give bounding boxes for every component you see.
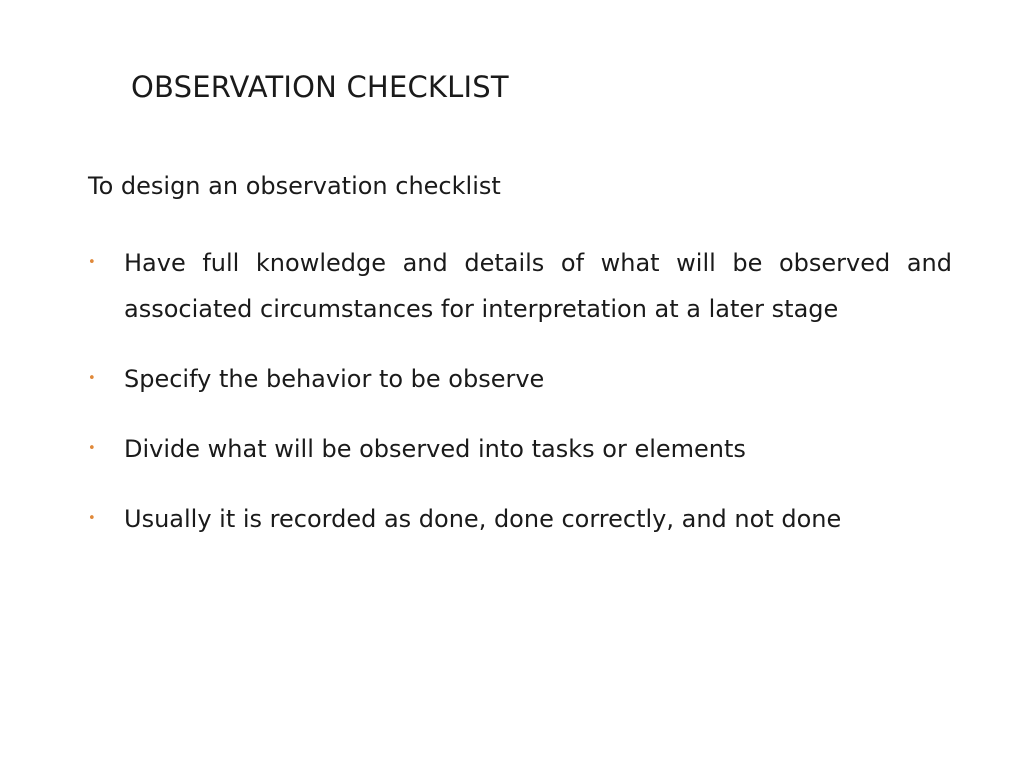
bullet-item [88,240,952,332]
bullet-item [88,426,952,472]
bullet-dot-icon: • [88,441,96,456]
bullet-dot-icon: • [88,255,96,270]
bullet-list [88,240,952,566]
intro-text: To design an observation checklist [88,172,501,200]
bullet-text: Have full knowledge and details of what will be observed and associated circumstances for interpretation at a later stage [124,249,952,323]
bullet-text: Specify the behavior to be observe [124,365,545,393]
bullet-item [88,356,952,402]
bullet-text: Divide what will be observed into tasks or elements [124,435,746,463]
bullet-text: Usually it is recorded as done, done correctly, and not done [124,505,842,533]
bullet-dot-icon: • [88,511,96,526]
slide-title: OBSERVATION CHECKLIST [131,70,509,104]
bullet-dot-icon: • [88,371,96,386]
bullet-item [88,496,952,542]
